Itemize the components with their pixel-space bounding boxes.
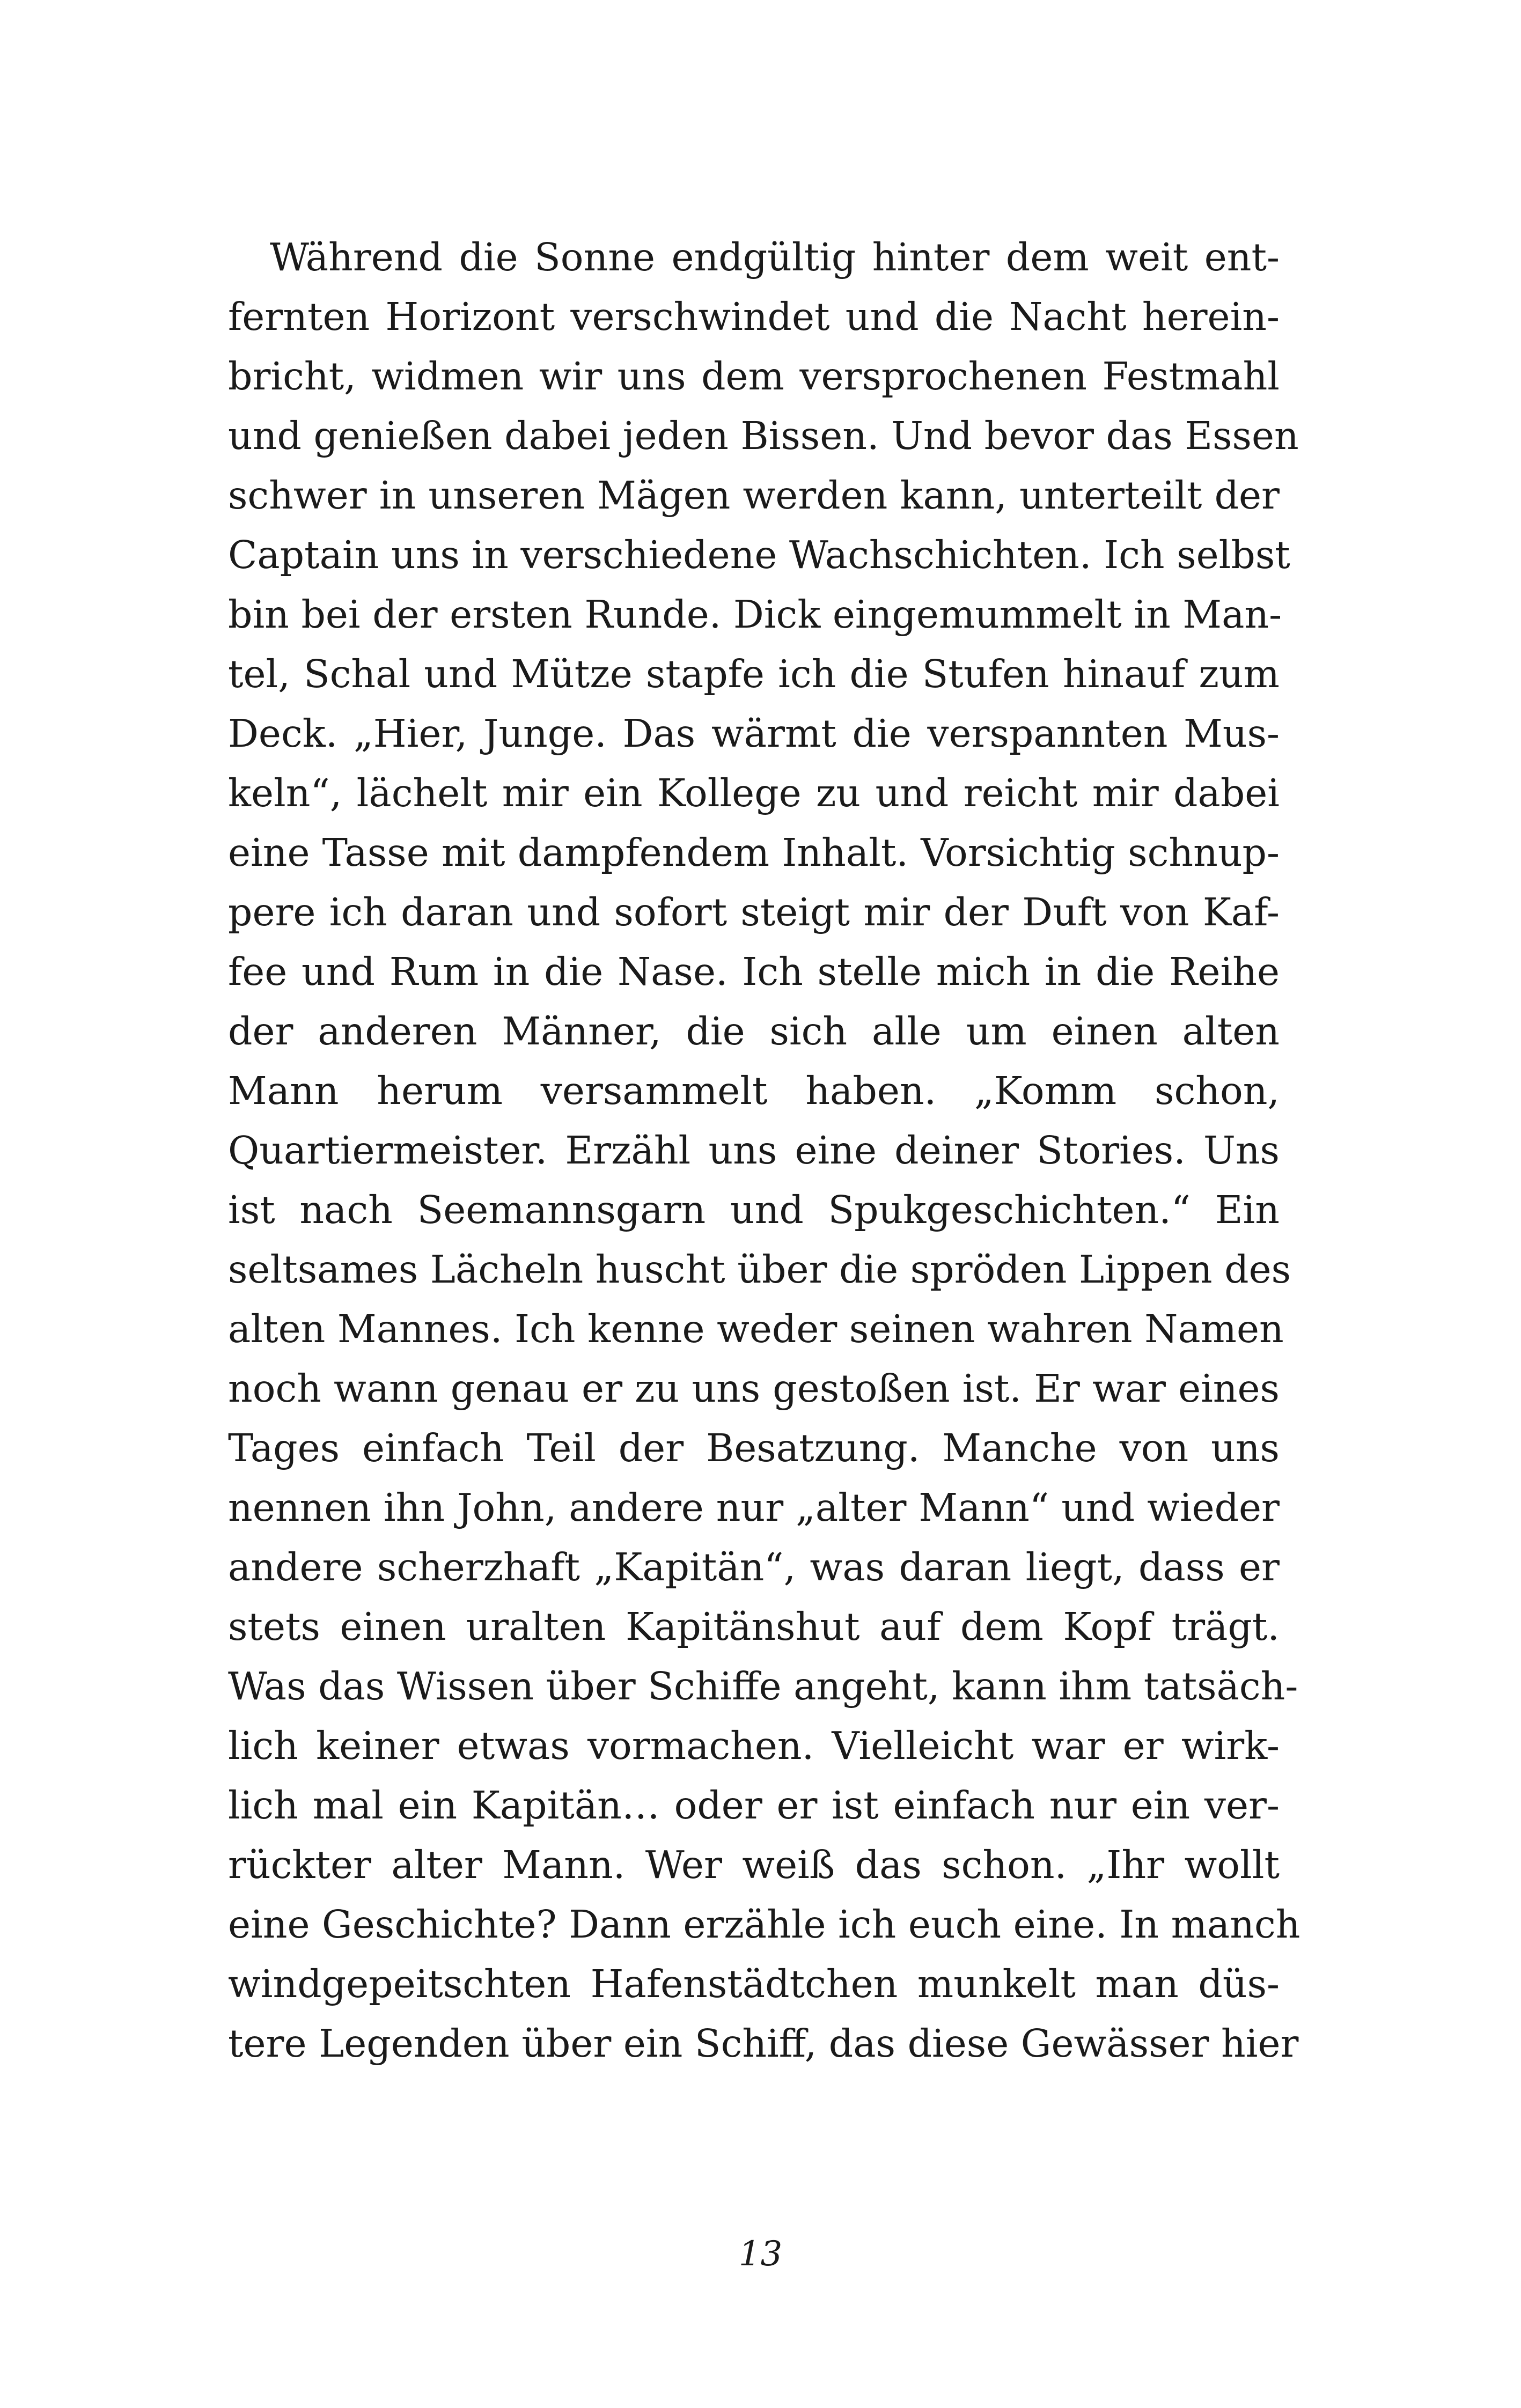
text-line: windgepeitschten Hafenstädtchen munkelt man düs-	[228, 1962, 1280, 2006]
text-line: bricht, widmen wir uns dem versprochenen Festmahl	[228, 354, 1280, 399]
text-line: bin bei der ersten Runde. Dick eingemummelt in Man-	[228, 592, 1282, 637]
text-line: seltsames Lächeln huscht über die spröden Lippen des	[228, 1247, 1291, 1292]
text-line: rückter alter Mann. Wer weiß das schon. „Ihr wollt	[228, 1843, 1280, 1887]
text-line: Tages einfach Teil der Besatzung. Manche von uns	[228, 1426, 1280, 1470]
text-line: schwer in unseren Mägen werden kann, unterteilt der	[228, 473, 1280, 518]
text-line: stets einen uralten Kapitänshut auf dem Kopf trägt.	[228, 1604, 1280, 1649]
text-line: Mann herum versammelt haben. „Komm schon,	[228, 1069, 1280, 1113]
text-line: keln“, lächelt mir ein Kollege zu und reicht mir dabei	[228, 771, 1280, 815]
text-line: Captain uns in verschiedene Wachschichten. Ich selbst	[228, 533, 1290, 577]
text-line: tel, Schal und Mütze stapfe ich die Stufen hinauf zum	[228, 652, 1280, 696]
text-line: pere ich daran und sofort steigt mir der Duft von Kaf-	[228, 890, 1280, 934]
text-line: tere Legenden über ein Schiff, das diese Gewässer hier	[228, 2021, 1299, 2066]
text-line: eine Tasse mit dampfendem Inhalt. Vorsichtig schnup-	[228, 830, 1280, 875]
text-line: Was das Wissen über Schiffe angeht, kann ihm tatsäch-	[228, 1664, 1298, 1709]
text-line: andere scherzhaft „Kapitän“, was daran liegt, dass er	[228, 1545, 1280, 1589]
page-number: 13	[738, 2234, 783, 2274]
text-line: noch wann genau er zu uns gestoßen ist. Er war eines	[228, 1366, 1280, 1411]
text-line: Quartiermeister. Erzähl uns eine deiner Stories. Uns	[228, 1128, 1280, 1173]
body-text	[228, 227, 1300, 2073]
text-line: fernten Horizont verschwindet und die Nacht herein-	[228, 294, 1280, 339]
text-line: der anderen Männer, die sich alle um einen alten	[228, 1009, 1280, 1054]
text-line: alten Mannes. Ich kenne weder seinen wahren Namen	[228, 1307, 1284, 1351]
text-line: nennen ihn John, andere nur „alter Mann“ und wieder	[228, 1485, 1280, 1530]
text-line: Deck. „Hier, Junge. Das wärmt die verspannten Mus-	[228, 711, 1280, 756]
text-line: lich mal ein Kapitän… oder er ist einfach nur ein ver-	[228, 1783, 1280, 1828]
text-line: lich keiner etwas vormachen. Vielleicht war er wirk-	[228, 1724, 1280, 1768]
text-line: eine Geschichte? Dann erzähle ich euch eine. In manch	[228, 1902, 1300, 1947]
text-line: fee und Rum in die Nase. Ich stelle mich in die Reihe	[228, 949, 1280, 994]
text-line: und genießen dabei jeden Bissen. Und bevor das Essen	[228, 414, 1299, 458]
text-line: Während die Sonne endgültig hinter dem weit ent-	[270, 235, 1280, 279]
text-line: ist nach Seemannsgarn und Spukgeschichten.“ Ein	[228, 1188, 1280, 1232]
